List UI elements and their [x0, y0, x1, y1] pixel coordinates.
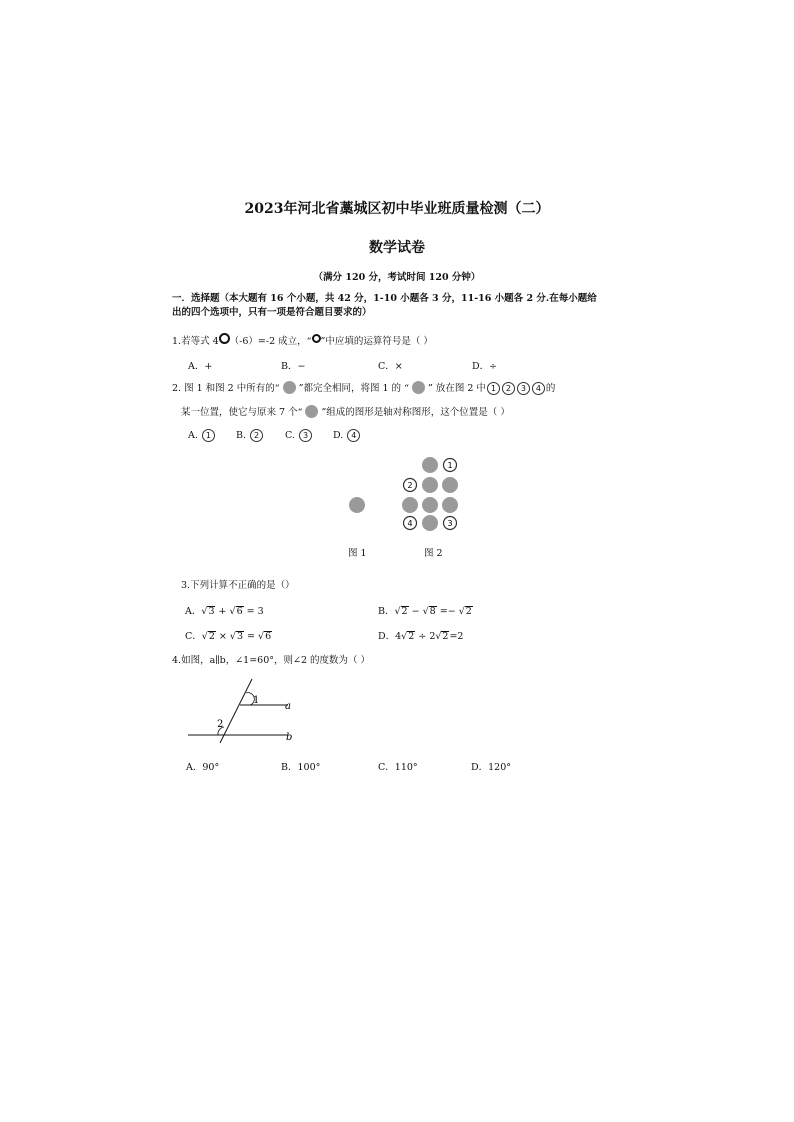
q2-text: 的: [545, 383, 556, 394]
exam-title: 2023年河北省藁城区初中毕业班质量检测（二）: [244, 201, 550, 217]
option-label: D.: [333, 430, 344, 441]
radicand: 2: [401, 606, 408, 617]
radicand: 2: [408, 631, 415, 642]
option-label: C.: [285, 430, 295, 441]
q1-option-d[interactable]: D．÷: [472, 361, 498, 372]
radicand: 8: [429, 606, 436, 617]
position-label: 3: [447, 519, 453, 528]
radicand: 6: [265, 631, 272, 642]
q2-text: ”都完全相同，将图 1 的 “: [298, 383, 409, 394]
q1-stem-part: 1.若等式 4: [172, 336, 219, 347]
radicand: 2: [442, 631, 449, 642]
position-label: 1: [447, 461, 453, 470]
radicand: 2: [208, 631, 215, 642]
result: =2: [449, 631, 464, 642]
question-2-line-2: [181, 404, 510, 418]
option-label: A．: [185, 606, 202, 617]
option-label: B.: [236, 430, 247, 441]
q4-option-d[interactable]: D．120°: [471, 762, 511, 773]
radicand: 6: [236, 606, 243, 617]
result: =−: [439, 606, 456, 617]
gray-dot-icon: [412, 381, 425, 394]
q1-option-c[interactable]: C．×: [378, 361, 403, 372]
q1-stem-part: （-6）=-2 成立，“: [229, 336, 312, 347]
option-label: A.: [188, 430, 198, 441]
radicand: 3: [236, 631, 244, 642]
q1-option-a[interactable]: A．+: [188, 361, 213, 372]
transversal-line: [220, 679, 252, 743]
exam-subject: 数学试卷: [369, 240, 425, 256]
line-b-label: b: [286, 732, 293, 743]
q1-stem-part: ”中应填的运算符号是（ ）: [320, 336, 433, 347]
angle-2-label: 2: [217, 719, 224, 730]
q2-option-b[interactable]: [236, 429, 264, 442]
angle-1-label: 1: [253, 695, 260, 706]
gray-dot-icon: [305, 405, 318, 418]
operator: +: [218, 606, 227, 617]
circled-number: 4: [347, 429, 360, 442]
result: =: [247, 631, 256, 642]
circled-number: 3: [299, 429, 312, 442]
question-1-stem: [172, 333, 433, 347]
q2-option-a[interactable]: [188, 429, 216, 442]
option-label: D．: [378, 631, 396, 642]
figure-2-dot: [422, 477, 438, 493]
operator: −: [411, 606, 420, 617]
q2-text: 某一位置，使它与原来 7 个“: [181, 407, 303, 418]
q2-text: 2. 图 1 和图 2 中所有的“: [172, 383, 280, 394]
coefficient: 4: [395, 631, 402, 642]
operator: ÷: [418, 631, 427, 642]
q1-option-b[interactable]: B．−: [281, 361, 306, 372]
question-4-stem: 4.如图，a∥b，∠1=60°，则∠2 的度数为（ ）: [172, 655, 371, 666]
figure-2-caption: 图 2: [424, 548, 443, 559]
q2-figures: [330, 450, 480, 535]
radicand: 2: [465, 606, 472, 617]
figure-2-dot: [442, 477, 458, 493]
q2-text: ” 放在图 2 中: [427, 383, 486, 394]
question-3-stem: 3.下列计算不正确的是（）: [181, 580, 295, 591]
result: = 3: [246, 606, 264, 617]
operator: ×: [218, 631, 227, 642]
figure-1-caption: 图 1: [348, 548, 367, 559]
question-2-line-1: [172, 380, 555, 395]
q3-option-c[interactable]: C．√2 × √3 = √6: [185, 631, 272, 642]
circled-number: 3: [517, 382, 530, 395]
q4-parallel-lines-figure: [180, 675, 305, 750]
position-label: 4: [407, 519, 413, 528]
option-label: B．: [378, 606, 395, 617]
q4-option-c[interactable]: C．110°: [378, 762, 418, 773]
circled-number: 1: [202, 429, 215, 442]
option-label: C．: [185, 631, 202, 642]
q3-option-a[interactable]: A．√3 + √6 = 3: [185, 606, 264, 617]
coefficient: 2: [429, 631, 436, 642]
q4-option-a[interactable]: A．90°: [186, 762, 220, 773]
line-a-label: a: [285, 701, 291, 712]
figure-2-dot: [422, 515, 438, 531]
circled-number: 2: [250, 429, 263, 442]
q4-option-b[interactable]: B．100°: [281, 762, 321, 773]
q3-option-d[interactable]: D．4√2 ÷ 2√2=2: [378, 631, 464, 642]
position-label: 2: [407, 481, 413, 490]
q1-blank-symbol: [219, 333, 230, 344]
q2-option-d[interactable]: [333, 429, 361, 442]
q3-option-b[interactable]: B．√2 − √8 =− √2: [378, 606, 472, 617]
section-heading: 一．选择题（本大题有 16 个小题，共 42 分，1-10 小题各 3 分，11-16 小题各 2 分.在每小题给出的四个选项中，只有一项是符合题目要求的）: [172, 293, 597, 318]
radicand: 3: [208, 606, 215, 617]
circled-number: 4: [532, 382, 545, 395]
q1-blank-symbol: [312, 334, 321, 343]
circled-number: 2: [502, 382, 515, 395]
figure-2-dot: [422, 457, 438, 473]
circled-number: 1: [487, 382, 500, 395]
figure-1-dot: [349, 497, 365, 513]
figure-2-dot: [422, 497, 438, 513]
exam-note: （满分 120 分，考试时间 120 分钟）: [313, 272, 481, 283]
q2-option-c[interactable]: [285, 429, 313, 442]
figure-2-dot: [442, 497, 458, 513]
q2-text: ”组成的图形是轴对称图形，这个位置是（ ）: [321, 407, 510, 418]
gray-dot-icon: [283, 381, 296, 394]
figure-2-dot: [402, 497, 418, 513]
